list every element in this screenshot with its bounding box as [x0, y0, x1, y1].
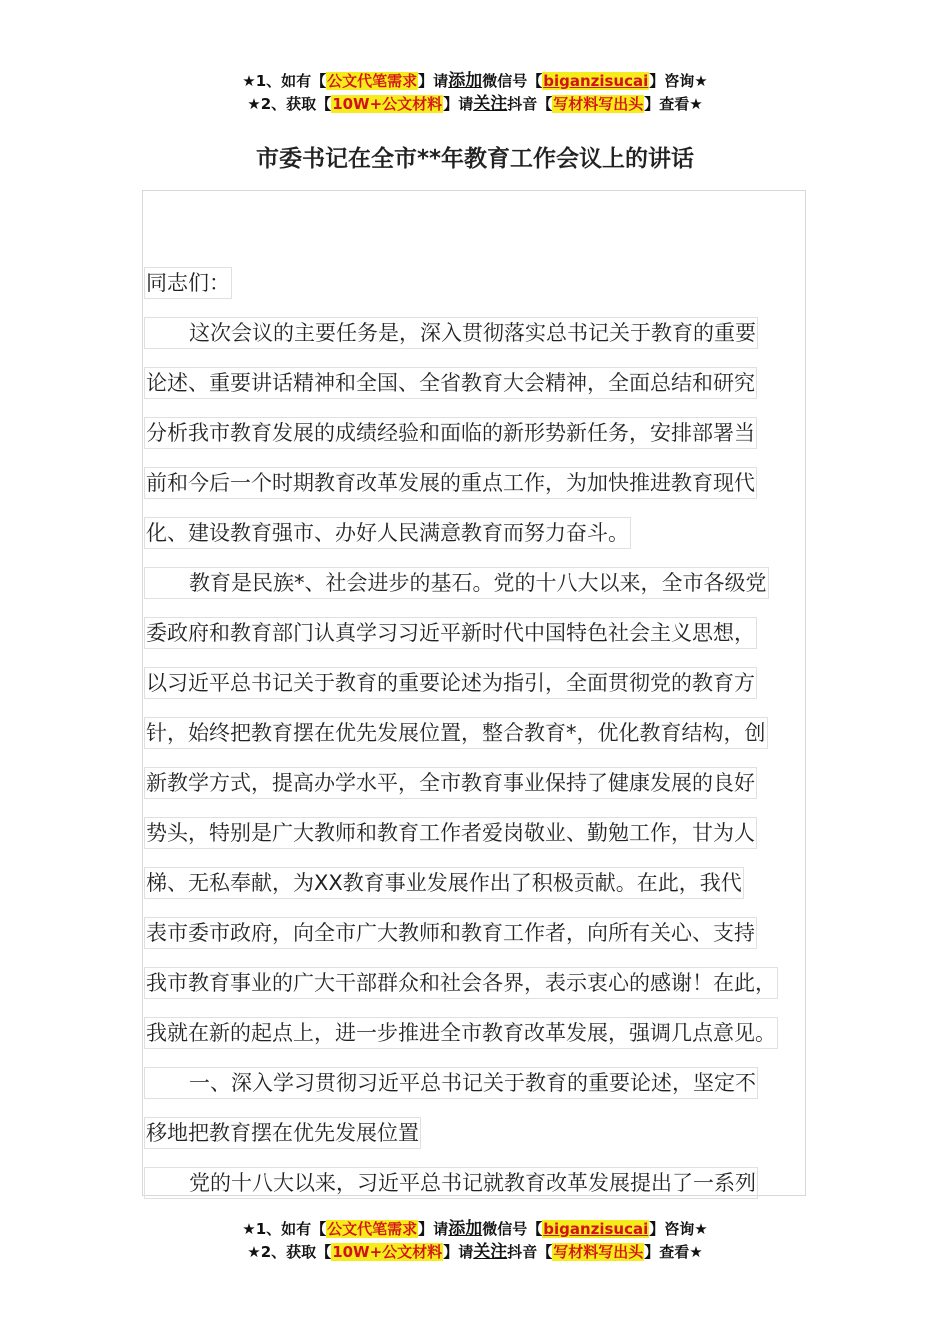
paragraph-line: 化、建设教育强市、办好人民满意教育而努力奋斗。 [144, 517, 631, 549]
text-line [144, 1158, 814, 1208]
douyin-account: 写材料写出头 [553, 95, 644, 113]
banner-line-1 [0, 1218, 950, 1241]
text-line [144, 558, 814, 608]
text-line [144, 358, 814, 408]
paragraph-line: 以习近平总书记关于教育的重要论述为指引，全面贯彻党的教育方 [144, 667, 757, 699]
banner-text: ★1、如有【 [242, 72, 327, 90]
text-line [144, 658, 814, 708]
douyin-account: 写材料写出头 [553, 1243, 644, 1261]
paragraph-line: 这次会议的主要任务是，深入贯彻落实总书记关于教育的重要 [144, 317, 758, 349]
text-line [144, 808, 814, 858]
banner-text: 抖音【 [507, 1243, 553, 1261]
banner-emphasis: 关注 [473, 94, 508, 114]
highlight-service: 公文代笔需求 [327, 1220, 418, 1238]
banner-text: 】查看★ [644, 95, 703, 113]
paragraph-line: 梯、无私奉献，为XX教育事业发展作出了积极贡献。在此，我代 [144, 867, 744, 899]
document-body [144, 258, 814, 1208]
paragraph-line: 势头，特别是广大教师和教育工作者爱岗敬业、勤勉工作，甘为人 [144, 817, 757, 849]
wechat-id-link[interactable]: biganzisucai [543, 72, 649, 90]
paragraph-line: 新教学方式，提高办学水平，全市教育事业保持了健康发展的良好 [144, 767, 757, 799]
paragraph-line: 教育是民族*、社会进步的基石。党的十八大以来，全市各级党 [144, 567, 769, 599]
paragraph-line: 委政府和教育部门认真学习习近平新时代中国特色社会主义思想， [144, 617, 757, 649]
paragraph-line: 论述、重要讲话精神和全国、全省教育大会精神，全面总结和研究 [144, 367, 757, 399]
banner-text: 】请 [443, 95, 474, 113]
banner-emphasis: 关注 [473, 1242, 508, 1262]
paragraph-line: 我就在新的起点上，进一步推进全市教育改革发展，强调几点意见。 [144, 1017, 778, 1049]
text-line [144, 708, 814, 758]
text-line [144, 1108, 814, 1158]
banner-line-1 [0, 70, 950, 93]
text-line [144, 508, 814, 558]
banner-text: 】请 [418, 1220, 449, 1238]
highlight-materials: 10W+公文材料 [332, 1243, 443, 1261]
header-banner [0, 70, 950, 116]
highlight-materials: 10W+公文材料 [332, 95, 443, 113]
text-line [144, 258, 814, 308]
text-line [144, 608, 814, 658]
paragraph-line: 党的十八大以来，习近平总书记就教育改革发展提出了一系列 [144, 1167, 758, 1199]
banner-text: 】咨询★ [649, 72, 708, 90]
text-line [144, 1008, 814, 1058]
text-line [144, 308, 814, 358]
text-line [144, 1058, 814, 1108]
paragraph-line: 分析我市教育发展的成绩经验和面临的新形势新任务，安排部署当 [144, 417, 757, 449]
banner-text: 抖音【 [507, 95, 553, 113]
banner-line-2 [0, 1241, 950, 1264]
paragraph-line: 针，始终把教育摆在优先发展位置，整合教育*，优化教育结构，创 [144, 717, 768, 749]
wechat-id-link[interactable]: biganzisucai [543, 1220, 649, 1238]
banner-text: 】查看★ [644, 1243, 703, 1261]
text-line [144, 858, 814, 908]
banner-line-2 [0, 93, 950, 116]
banner-text: 】请 [443, 1243, 474, 1261]
banner-text: ★1、如有【 [242, 1220, 327, 1238]
banner-text: 微信号【 [482, 72, 543, 90]
banner-emphasis: 添加 [448, 71, 483, 91]
banner-emphasis: 添加 [448, 1219, 483, 1239]
salutation: 同志们： [144, 267, 232, 299]
section-heading-line: 移地把教育摆在优先发展位置 [144, 1117, 421, 1149]
highlight-service: 公文代笔需求 [327, 72, 418, 90]
text-line [144, 958, 814, 1008]
text-line [144, 908, 814, 958]
banner-text: ★2、获取【 [247, 95, 332, 113]
banner-text: 】请 [418, 72, 449, 90]
paragraph-line: 前和今后一个时期教育改革发展的重点工作，为加快推进教育现代 [144, 467, 757, 499]
text-line [144, 758, 814, 808]
banner-text: 】咨询★ [649, 1220, 708, 1238]
banner-text: ★2、获取【 [247, 1243, 332, 1261]
footer-banner [0, 1218, 950, 1264]
paragraph-line: 我市教育事业的广大干部群众和社会各界，表示衷心的感谢！在此， [144, 967, 778, 999]
section-heading-line: 一、深入学习贯彻习近平总书记关于教育的重要论述，坚定不 [144, 1067, 758, 1099]
text-line [144, 408, 814, 458]
banner-text: 微信号【 [482, 1220, 543, 1238]
paragraph-line: 表市委市政府，向全市广大教师和教育工作者，向所有关心、支持 [144, 917, 757, 949]
text-line [144, 458, 814, 508]
document-title: 市委书记在全市**年教育工作会议上的讲话 [255, 146, 695, 172]
